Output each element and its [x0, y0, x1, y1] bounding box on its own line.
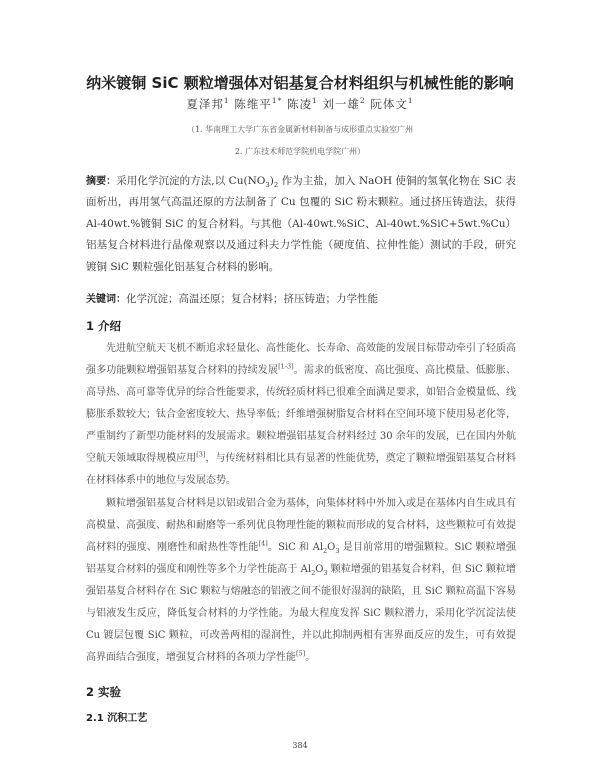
affiliation-1: （1. 华南理工大学广东省金属新材料制备与成形重点实验室广州 [186, 125, 414, 134]
p2-text-b: 。SiC 和 Al [267, 542, 324, 553]
keywords [86, 290, 516, 306]
p2-text-c: 是目前常用的增强颗粒。SiC 颗粒增强铝基复合材料的强度和刚性等多个力学性能高于 Al [86, 542, 516, 575]
author-3: 陈凌 [286, 97, 312, 111]
p2-citation-2: [5] [296, 649, 306, 658]
p2-text-c2: O [315, 564, 324, 575]
abstract-text-1: 采用化学沉淀的方法,以 Cu(NO [116, 175, 266, 187]
author-5-affil: 1 [407, 96, 414, 106]
p1-text-c: ，与传统材料相比具有显著的性能优势，奠定了颗粒增强铝基复合材料在材料体系中的地位与发展态势。 [86, 453, 517, 486]
p2-text-d: 颗粒增强的铝基复合材料，但 SiC 颗粒增强铝基复合材料存在 SiC 颗粒与熔融态的铝液之间不能很好湿润的缺陷，且 SiC 颗粒高温下容易与铝液发生反应，降低复合材料的力学性能。为最大程度发挥 SiC 颗粒潜力，采用化学沉淀法使 Cu 镀层包覆 SiC 颗粒，可改善两相的湿润性，并以此抑制两相有害界面反应的发生，可有效提高界面结合强度，增强复合材料的各项力学性能 [86, 564, 516, 663]
p2-text-e: 。 [305, 652, 316, 663]
author-4-affil: 2 [359, 96, 366, 106]
p2-sub-3: 2 [311, 569, 316, 577]
abstract-text-1b: ) [269, 175, 274, 187]
intro-paragraph-1 [86, 338, 516, 492]
affiliation-2: 2. 广东技术师范学院机电学院广州） [234, 147, 366, 156]
section-heading-introduction: 1 介绍 [86, 319, 122, 333]
abstract-text-2: 作为主盐，加入 NaOH 使铜的氢氧化物在 SiC 表面析出，再用氢气高温还原的方法制备了 Cu 包覆的 SiC 粉末颗粒。通过挤压铸造法，获得 Al-40wt.%镀铜 SiC 的复合材料。与其他（Al-40wt.%SiC、Al-40wt.%SiC+5wt.%Cu）铝基复合材料进行晶像观察以及通过科夫力学性能（硬度值、拉伸性能）测试的手段，研究镀铜 SiC 颗粒强化铝基复合材料的影响。 [86, 175, 516, 273]
p2-citation-1: [4] [258, 539, 268, 548]
abstract [86, 171, 516, 278]
abstract-sub-1: 3 [265, 181, 270, 190]
p2-sub-1: 2 [323, 547, 328, 555]
intro-paragraph-2 [86, 493, 516, 669]
author-2: 陈维平 [234, 97, 272, 111]
author-2-affil: 1* [271, 96, 283, 106]
p2-text-b2: O [327, 542, 336, 553]
author-4: 刘一雄 [322, 97, 360, 111]
author-3-affil: 1 [311, 96, 318, 106]
keywords-text: 化学沉淀；高温还原；复合材料；挤压铸造；力学性能 [126, 293, 378, 305]
p2-text-a: 颗粒增强铝基复合材料是以铝或铝合金为基体，向集体材料中外加入或是在基体内自生成具有高模量、高强度、耐热和耐磨等一系列优良物理性能的颗粒而形成的复合材料，这些颗粒可有效提高材料的强度、刚磨性和耐热性等性能 [86, 498, 516, 553]
p1-text-b: 。需求的低密度、高比强度、高比模量、低膨胀、高导热、高可靠等优异的综合性能要求，传统轻质材料已很难全面满足要求，如铝合金模量低、线膨胀系数较大；钛合金密度较大、热导率低；纤维增强树脂复合材料在空间环境下使用易老化等，严重制约了新型功能材料的发展需求。颗粒增强铝基复合材料经过 30 余年的发展，已在国内外航空航天领域取得规模应用 [86, 365, 517, 464]
p1-citation-2: [3] [196, 450, 206, 459]
page-number: 384 [292, 741, 308, 750]
author-5: 阮体文 [370, 97, 408, 111]
p1-text-a: 先进航空航天飞机不断追求轻量化、高性能化、长寿命、高效能的发展目标带动牵引了轻质高强多功能颗粒增强铝基复合材料的持续发展 [86, 343, 516, 376]
abstract-label: 摘要： [86, 176, 117, 187]
abstract-sub-2: 2 [273, 181, 279, 190]
author-1: 夏泽邦 [186, 97, 224, 111]
author-1-affil: 1 [223, 96, 230, 106]
p2-sub-4: 3 [323, 569, 328, 577]
p1-citation-1: [1-3] [278, 362, 294, 371]
paper-title: 纳米镀铜 SiC 颗粒增强体对铝基复合材料组织与机械性能的影响 [86, 74, 514, 92]
section-heading-experiment: 2 实验 [86, 685, 122, 699]
keywords-label: 关键词： [86, 294, 126, 305]
author-line [40, 96, 560, 112]
subsection-heading-deposition: 2.1 沉积工艺 [86, 713, 148, 724]
p2-sub-2: 3 [335, 547, 340, 555]
